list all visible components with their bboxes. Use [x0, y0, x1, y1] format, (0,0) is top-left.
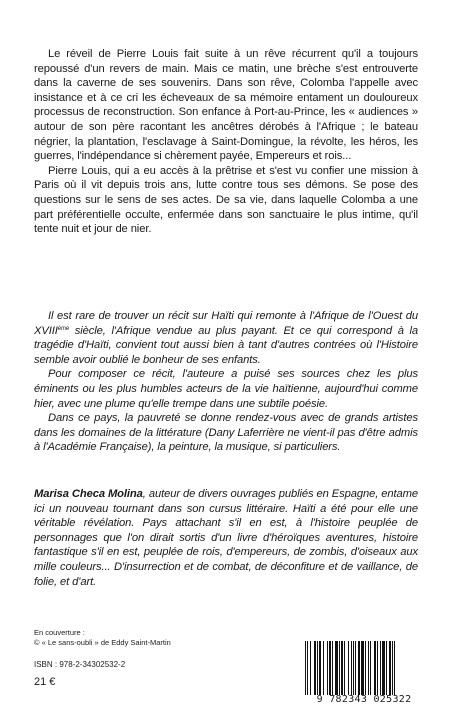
barcode-bar [361, 641, 364, 695]
synopsis [34, 47, 418, 237]
barcode-digits: 9 782343 025322 [316, 694, 412, 705]
barcode-bar [358, 641, 360, 695]
barcode-bar [386, 641, 387, 695]
barcode-bar [394, 641, 395, 695]
author-bio-paragraph [34, 487, 418, 589]
barcode-bar [351, 641, 352, 695]
barcode-bar [355, 641, 356, 695]
barcode-bar [382, 641, 385, 695]
barcode-bar [348, 641, 349, 695]
barcode-bar [392, 641, 393, 695]
century-superscript: ème [57, 325, 70, 332]
barcode-bar [377, 641, 378, 695]
barcode-bar [335, 641, 338, 695]
barcode-bar [339, 641, 340, 695]
barcode-bar [368, 641, 369, 695]
barcode-bar [323, 641, 324, 695]
price: 21 € [34, 676, 56, 688]
isbn: ISBN : 978-2-34302532-2 [34, 660, 126, 669]
barcode-bar [370, 641, 371, 695]
barcode-bar [314, 641, 316, 695]
commentary-text-a: Il est rare de trouver un récit sur Haïti qui remonte à l'Afrique de l'Ouest du XVIII [34, 310, 418, 337]
barcode-bar [389, 641, 391, 695]
commentary-paragraph-1 [34, 309, 418, 367]
barcode-bar [310, 641, 311, 695]
cover-credit-text: © « Le sans-oubli » de Eddy Saint-Martin [34, 638, 171, 647]
barcode-bar [353, 641, 354, 695]
commentary-paragraph-3: Dans ce pays, la pauvreté se donne rendez-vous avec de grands artistes dans les domaines de la littérature (Dany Laferrière ne vient-il pas d'être admis à l'Académie Française), la peinture, la musique, si particuliers. [34, 412, 418, 454]
cover-credit [34, 628, 171, 648]
barcode-bar [344, 641, 345, 695]
barcode-bar [305, 641, 306, 695]
synopsis-paragraph-2: Pierre Louis, qui a eu accès à la prêtrise et s'est vu confier une mission à Paris où il vit depuis trois ans, lutte contre tous ses démons. Se pose des questions sur le sens de ses actes. De sa vie, dans laquelle Colomba a une part préférentielle occulte, enfermée dans son sanctuaire le plus intime, qu'il tente nuit et jour de nier. [34, 164, 418, 236]
barcode-bar [327, 641, 328, 695]
barcode-bar [329, 641, 331, 695]
cover-label: En couverture : [34, 628, 85, 637]
author-bio-text: , auteur de divers ouvrages publiés en Espagne, entame ici un nouveau tournant dans son cursus littéraire. Haïti a été pour elle une véritable révélation. Pays attachant s'il en est, à l'histoire peuplée de personnages que l'on dirait sortis d'un livre d'héroïques aventures, histoire fantastique s'il en est, peuplée de rois, d'empereurs, de zombis, d'oiseaux aux mille couleurs... D'insurrection et de combat, de déconfiture et de vaillance, de folie, et d'art. [34, 488, 418, 588]
barcode-bar [341, 641, 343, 695]
author-name: Marisa Checa Molina [34, 488, 143, 500]
commentary-text-b: siècle, l'Afrique vendue au plus payant. Et ce qui correspond à la tragédie d'Haïti, convient tout aussi bien à tant d'autres contrées où l'Histoire semble avoir oublié le bonheur de ses enfants. [34, 324, 418, 366]
barcode-bar [307, 641, 308, 695]
barcode-bar [317, 641, 318, 695]
barcode-bar [332, 641, 333, 695]
barcode-image [304, 641, 428, 695]
author-bio [34, 487, 418, 589]
barcode-bar [365, 641, 366, 695]
commentary-paragraph-2: Pour composer ce récit, l'auteure a puisé ses sources chez les plus éminents ou les plus humbles acteurs de la vie haïtienne, aujourd'hui comme hier, avec une plume qu'elle trempe dans une subtile poésie. [34, 368, 418, 410]
synopsis-paragraph-1: Le réveil de Pierre Louis fait suite à un rêve récurrent qu'il a toujours repoussé d'un revers de main. Mais ce matin, une brèche s'est entrouverte dans la caverne de ses souvenirs. Dans son rêve, Colomba l'appelle avec insistance et à ce cri les écheveaux de sa mémoire entament un douloureux processus de reconstruction. Son enfance à Port-au-Prince, les « audiences » autour de son père racontant les ancêtres dérobés à l'Afrique ; le bateau négrier, la plantation, l'esclavage à Saint-Domingue, la révolte, les héros, les guerres, l'indépendance si chèrement payée, Empereurs et rois... [34, 48, 418, 163]
barcode-bar [380, 641, 381, 695]
commentary [34, 309, 418, 455]
barcode-bar [374, 641, 376, 695]
barcode-bar [319, 641, 321, 695]
